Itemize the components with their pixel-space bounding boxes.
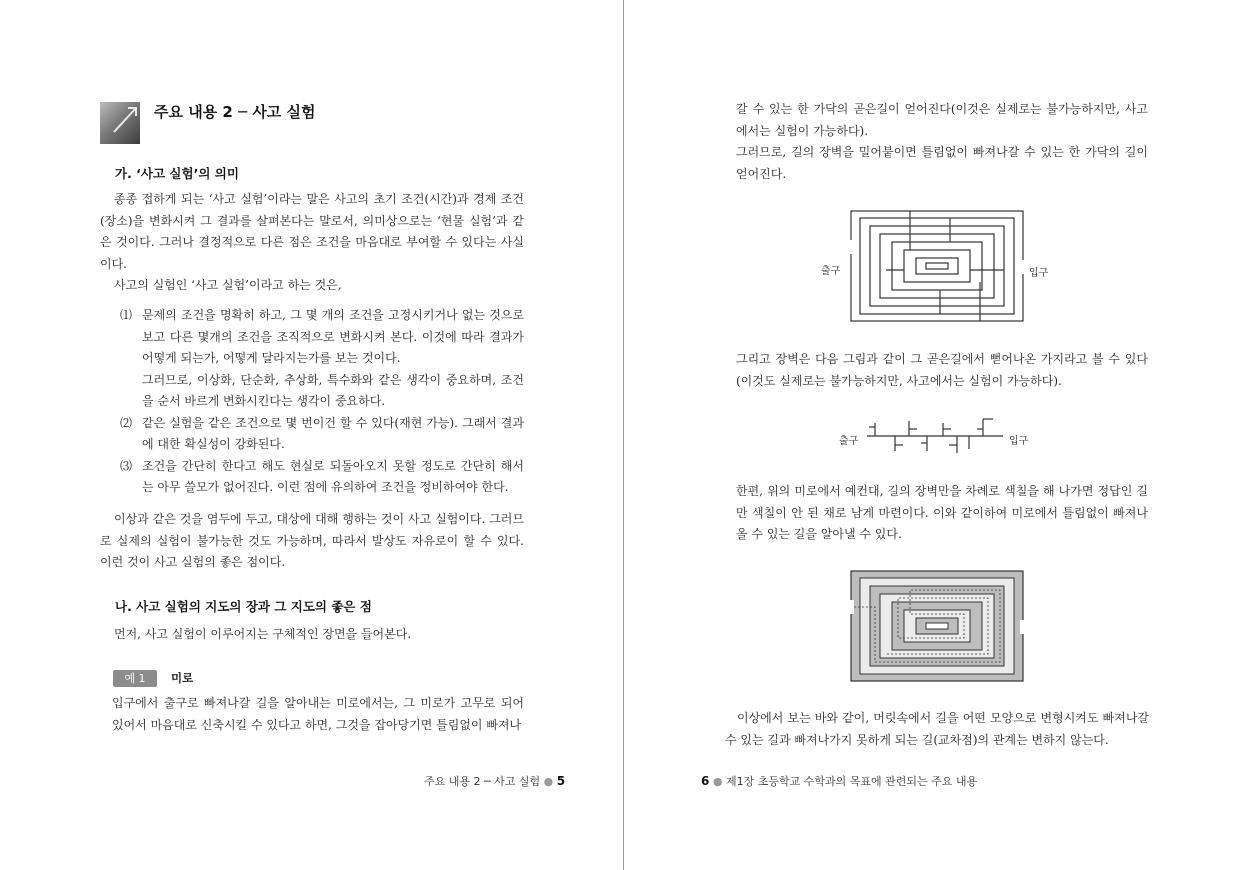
list-item-text: 조건을 간단히 한다고 해도 현실로 되돌아오지 못할 정도로 간단히 해서는 아무 쓸모가 없어진다. 이런 점에 유의하여 조건을 정비하여야 한다. (142, 458, 524, 494)
example-title: 미로 (171, 671, 194, 685)
section-title: 주요 내용 2 ─ 사고 실험 (154, 103, 316, 121)
list-item-number: ⑵ (120, 415, 133, 430)
list-item (120, 456, 524, 499)
list-item-extra: 그러므로, 이상화, 단순화, 추상화, 특수화와 같은 생각이 중요하며, 조건을 순서 바르게 변화시킨다는 생각이 중요하다. (142, 372, 524, 408)
figure2-entry-label: 입구 (1009, 436, 1029, 447)
condition-list (120, 305, 524, 499)
list-item (120, 305, 524, 413)
paragraph-definition-intro: 사고의 실험인 ‘사고 실험’이라고 하는 것은, (114, 278, 342, 292)
paragraph-coloring: 한편, 위의 미로에서 예컨대, 길의 장벽만을 차례로 색칠을 해 나가면 정답인 길만 색칠이 안 된 채로 남게 마련이다. 이와 같이하여 미로에서 틀림없이 빠져나올 수 있는 길을 알아낼 수 있다. (736, 484, 1148, 541)
section-header-image (100, 102, 140, 144)
right-page (625, 0, 1248, 870)
subsection-a-title: 가. ‘사고 실험’의 의미 (115, 166, 239, 181)
list-item-text: 같은 실험을 같은 조건으로 몇 번이건 할 수 있다(재현 가능). 그래서 결과에 대한 확실성이 강화된다. (142, 415, 524, 451)
list-item-number: ⑴ (120, 308, 133, 322)
paragraph-branches: 그리고 장벽은 다음 그림과 같이 그 곧은길에서 뻗어나온 가지라고 볼 수 있다(이것도 실제로는 불가능하지만, 사고에서는 실험이 가능하다). (736, 352, 1148, 388)
paragraph-summary: 이상과 같은 것을 염두에 두고, 대상에 대해 행하는 것이 사고 실험이다. 그러므로 실제의 실험이 불가능한 것도 가능하며, 따라서 발상도 자유로이 할 수 있다. 이런 것이 사고 실험의 좋은 점이다. (100, 512, 524, 569)
list-item (120, 413, 524, 456)
footer-chapter-title: 제1장 초등학교 수학과의 목표에 관련되는 주요 내용 (725, 775, 978, 788)
pen-graphic-icon (100, 102, 140, 144)
maze1-entry-label: 입구 (1029, 268, 1049, 279)
example-badge: 예 1 (113, 670, 157, 687)
paragraph-scene-intro: 먼저, 사고 실험이 이루어지는 구체적인 장면을 들어본다. (114, 627, 412, 641)
list-item-text: 문제의 조건을 명확히 하고, 그 몇 개의 조건을 고정시키거나 없는 것으로 보고 다른 몇개의 조건을 조직적으로 변화시켜 본다. 이것에 따라 결과가 어떻게 되는가, 어떻게 달라지는가를 보는 것이다. (142, 308, 524, 365)
footer-running-title: 주요 내용 2 ─ 사고 실험 (424, 775, 541, 788)
paragraph-meaning: 종종 접하게 되는 ‘사고 실험’이라는 말은 사고의 초기 조건(시간)과 경제 조건(장소)을 변화시켜 그 결과를 살펴본다는 말로서, 의미상으로는 ‘현물 실험’과 같은 것이다. 그러나 결정적으로 다른 점은 조건을 마음대로 부여할 수 있다는 사실이다. (100, 192, 524, 271)
page-number-left: 5 (556, 774, 566, 788)
paragraph-push-walls: 그러므로, 길의 장벽을 밀어붙이면 틀림없이 빠져나갈 수 있는 한 가닥의 길이 얻어진다. (736, 145, 1148, 181)
subsection-b-title: 나. 사고 실험의 지도의 장과 그 지도의 좋은 점 (115, 599, 372, 614)
maze-figure-1 (850, 210, 1024, 322)
paragraph-conclusion: 이상에서 보는 바와 같이, 머릿속에서 길을 어떤 모양으로 변형시켜도 빠져나갈 수 있는 길과 빠져나가지 못하게 되는 길(교차점)의 관계는 변하지 않는다. (725, 711, 1149, 747)
maze-figure-2-shaded (850, 570, 1024, 682)
footer-right: 6 ● 제1장 초등학교 수학과의 목표에 관련되는 주요 내용 (701, 774, 978, 788)
branch-path-figure (865, 415, 1005, 457)
figure2-exit-label: 출구 (839, 436, 859, 447)
maze1-exit-label: 출구 (821, 266, 841, 277)
footer-left: 주요 내용 2 ─ 사고 실험 ● 5 (424, 774, 566, 788)
page-number-right: 6 (701, 774, 710, 788)
paragraph-straight-path: 갈 수 있는 한 가닥의 곧은길이 얻어진다(이것은 실제로는 불가능하지만, 사고에서는 실험이 가능하다). (736, 102, 1148, 138)
list-item-number: ⑶ (120, 458, 133, 473)
paragraph-maze-example: 입구에서 출구로 빠져나갈 길을 알아내는 미로에서는, 그 미로가 고무로 되어 있어서 마음대로 신축시킬 수 있다고 하면, 그것을 잡아당기면 틀림없이 빠져나 (112, 696, 524, 732)
